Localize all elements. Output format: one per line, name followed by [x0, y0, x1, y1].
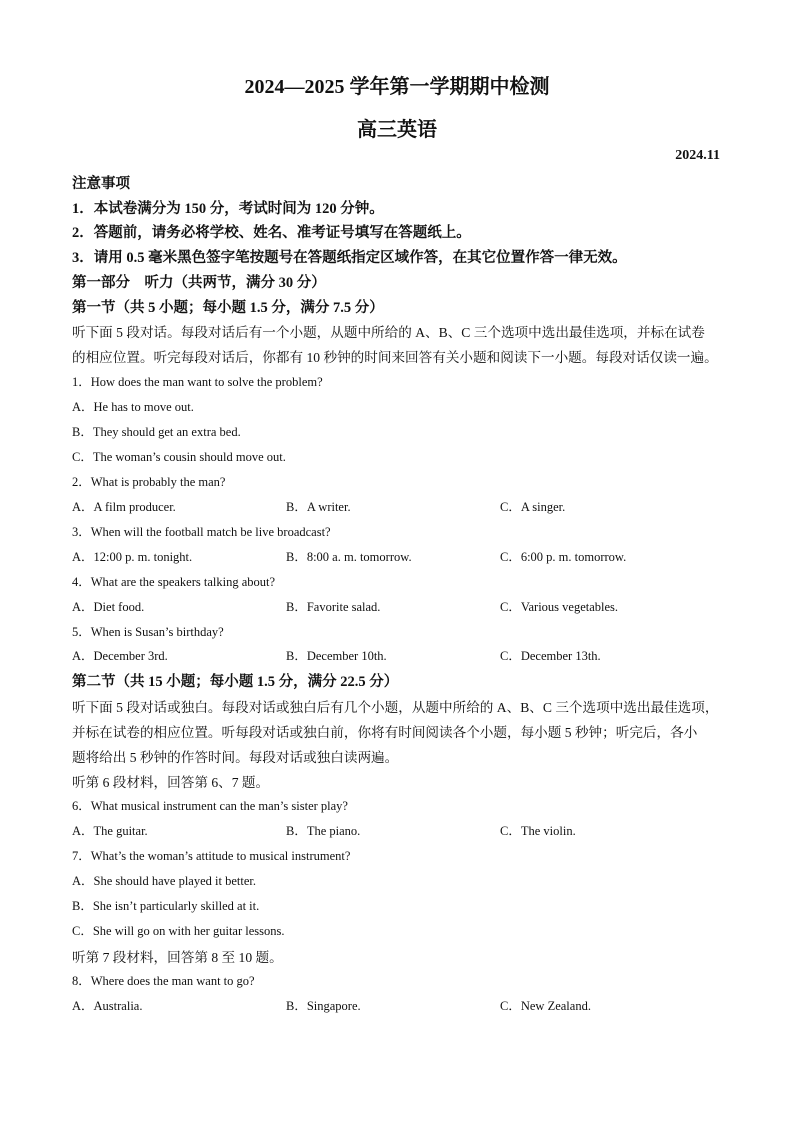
question-4-option-c: C．Various vegetables.: [500, 600, 619, 614]
question-6-option-a: A．The guitar.: [72, 824, 148, 838]
question-2-option-b: B．A writer.: [286, 500, 351, 514]
question-8-option-a: A．Australia.: [72, 999, 143, 1013]
question-1-option-a: A．He has to move out.: [72, 400, 194, 414]
question-8-stem: 8．Where does the man want to go?: [72, 974, 255, 988]
material-6-note: 听第 6 段材料，回答第 6、7 题。: [72, 775, 270, 790]
section2-heading: 第二节（共 15 小题；每小题 1.5 分，满分 22.5 分）: [72, 674, 399, 690]
question-3-option-a: A．12:00 p. m. tonight.: [72, 550, 193, 564]
part1-heading: 第一部分 听力（共两节，满分 30 分）: [72, 275, 326, 291]
question-6-option-c: C．The violin.: [500, 824, 576, 838]
question-2-option-c: C．A singer.: [500, 500, 566, 514]
notice-item-3: 3．请用 0.5 毫米黑色签字笔按题号在答题纸指定区域作答，在其它位置作答一律无效。: [72, 250, 627, 266]
question-5-option-a: A．December 3rd.: [72, 649, 168, 663]
question-1-option-b: B．They should get an extra bed.: [72, 425, 241, 439]
question-2-stem: 2．What is probably the man?: [72, 475, 226, 489]
question-4-stem: 4．What are the speakers talking about?: [72, 575, 276, 589]
question-3-stem: 3．When will the football match be live broadcast?: [72, 525, 331, 539]
question-7-option-b: B．She isn’t particularly skilled at it.: [72, 899, 260, 913]
question-5-option-c: C．December 13th.: [500, 649, 601, 663]
question-8-option-b: B．Singapore.: [286, 999, 361, 1013]
section1-instructions-line1: 听下面 5 段对话。每段对话后有一个小题，从题中所给的 A、B、C 三个选项中选出最佳选项，并标在试卷: [72, 325, 705, 340]
question-8-option-c: C．New Zealand.: [500, 999, 591, 1013]
question-3-option-c: C．6:00 p. m. tomorrow.: [500, 550, 627, 564]
exam-date: 2024.11: [675, 148, 720, 163]
material-7-note: 听第 7 段材料，回答第 8 至 10 题。: [72, 950, 283, 965]
question-7-option-a: A．She should have played it better.: [72, 874, 256, 888]
question-6-stem: 6．What musical instrument can the man’s sister play?: [72, 799, 348, 813]
section2-instructions-line3: 题将给出 5 秒钟的作答时间。每段对话或独白读两遍。: [72, 750, 399, 765]
question-2-option-a: A．A film producer.: [72, 500, 176, 514]
question-7-option-c: C．She will go on with her guitar lessons.: [72, 924, 285, 938]
question-5-option-b: B．December 10th.: [286, 649, 387, 663]
question-1-option-c: C．The woman’s cousin should move out.: [72, 450, 286, 464]
section2-instructions-line1: 听下面 5 段对话或独白。每段对话或独白后有几个小题，从题中所给的 A、B、C 三个选项中选出最佳选项，: [72, 700, 719, 715]
exam-title: 2024—2025 学年第一学期期中检测: [244, 76, 550, 98]
question-4-option-b: B．Favorite salad.: [286, 600, 381, 614]
question-7-stem: 7．What’s the woman’s attitude to musical instrument?: [72, 849, 351, 863]
exam-subtitle: 高三英语: [357, 119, 437, 141]
notice-heading: 注意事项: [72, 176, 130, 192]
notice-item-1: 1．本试卷满分为 150 分，考试时间为 120 分钟。: [72, 201, 384, 217]
question-6-option-b: B．The piano.: [286, 824, 361, 838]
section1-instructions-line2: 的相应位置。听完每段对话后，你都有 10 秒钟的时间来回答有关小题和阅读下一小题。每段对话仅读一遍。: [72, 350, 718, 365]
question-4-option-a: A．Diet food.: [72, 600, 145, 614]
question-1-stem: 1．How does the man want to solve the problem?: [72, 375, 323, 389]
question-5-stem: 5．When is Susan’s birthday?: [72, 625, 224, 639]
section1-heading: 第一节（共 5 小题；每小题 1.5 分，满分 7.5 分）: [72, 300, 384, 316]
notice-item-2: 2．答题前，请务必将学校、姓名、准考证号填写在答题纸上。: [72, 225, 471, 241]
question-3-option-b: B．8:00 a. m. tomorrow.: [286, 550, 412, 564]
section2-instructions-line2: 并标在试卷的相应位置。听每段对话或独白前，你将有时间阅读各个小题，每小题 5 秒钟；听完后，各小: [72, 725, 698, 740]
